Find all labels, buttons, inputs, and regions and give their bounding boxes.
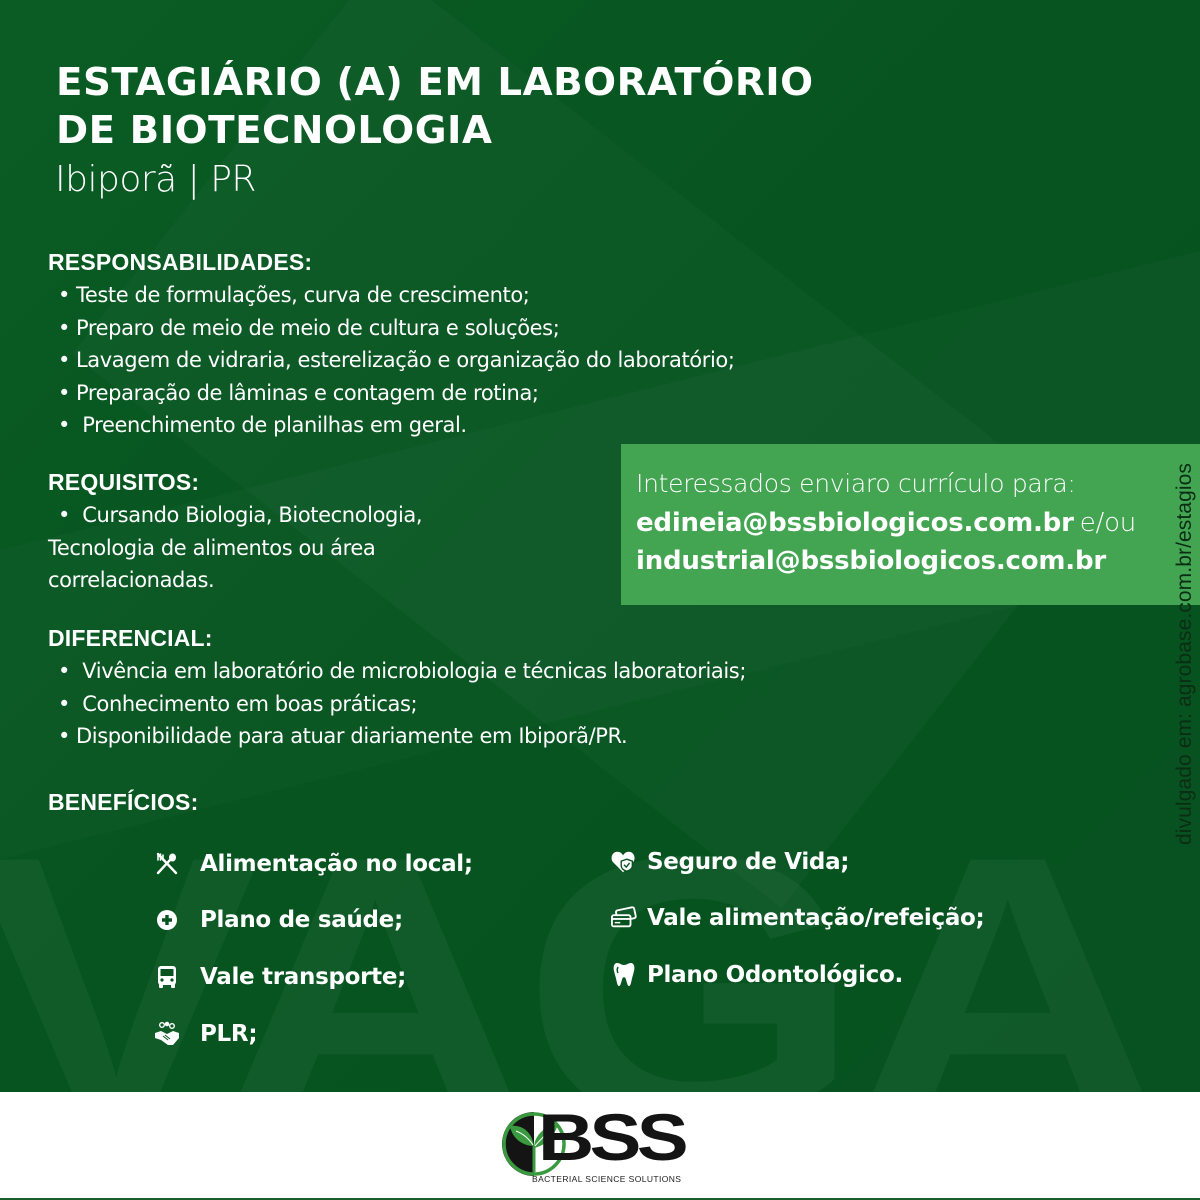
email-link-edineia[interactable]: edineia@bssbiologicos.com.br	[636, 508, 1074, 538]
job-title-line-1: ESTAGIÁRIO (A) EM LABORATÓRIO	[56, 60, 814, 104]
benefit-item: PLR;	[154, 1017, 257, 1051]
list-item: • Preparo de meio de meio de cultura e soluções;	[48, 312, 735, 345]
bullet-icon: •	[58, 659, 70, 683]
list-item: • Lavagem de vidraria, esterelização e organização do laboratório;	[48, 344, 735, 377]
responsibilities-heading: RESPONSABILIDADES:	[48, 249, 313, 275]
bss-logo	[502, 1100, 694, 1188]
benefit-item: Plano Odontológico.	[611, 958, 903, 992]
job-location: Ibiporã | PR	[55, 159, 256, 200]
logo-wordmark: BSS	[538, 1100, 684, 1174]
requirements-heading: REQUISITOS:	[48, 469, 200, 495]
bullet-icon: •	[58, 503, 70, 527]
bullet-icon: •	[58, 348, 70, 372]
requirements-section	[48, 468, 508, 597]
list-item: • Disponibilidade para atuar diariamente em Ibiporã/PR.	[48, 720, 746, 753]
contact-separator: e/ou	[1079, 508, 1137, 538]
benefits-heading: BENEFÍCIOS:	[48, 789, 199, 815]
job-title	[56, 58, 814, 154]
list-item: • Preparação de lâminas e contagem de rotina;	[48, 377, 735, 410]
handshake-coins-icon	[154, 1021, 180, 1047]
bullet-icon: •	[58, 283, 70, 307]
contact-line-1	[636, 505, 1136, 541]
contact-line-2	[636, 543, 1106, 579]
contact-intro: Interessados enviaro currículo para:	[636, 469, 1076, 498]
differentials-heading: DIFERENCIAL:	[48, 625, 213, 651]
list-item: • Teste de formulações, curva de crescimento;	[48, 279, 735, 312]
contact-box	[621, 444, 1200, 605]
bullet-icon: •	[58, 413, 70, 437]
bullet-icon: •	[58, 315, 70, 340]
list-item: • Cursando Biologia, Biotecnologia, Tecnologia de alimentos ou área correlacionadas.	[48, 499, 508, 597]
logo-tagline: BACTERIAL SCIENCE SOLUTIONS	[532, 1174, 682, 1184]
list-item: • Preenchimento de planilhas em geral.	[48, 409, 735, 442]
responsibilities-section	[48, 248, 735, 442]
benefit-item: Seguro de Vida;	[611, 845, 849, 879]
list-item: • Conhecimento em boas práticas;	[48, 688, 746, 721]
job-title-line-2: DE BIOTECNOLOGIA	[56, 108, 493, 152]
health-plus-icon	[154, 907, 180, 933]
list-item: • Vivência em laboratório de microbiologia e técnicas laboratoriais;	[48, 655, 746, 688]
bullet-icon: •	[58, 691, 70, 716]
tooth-icon	[611, 962, 637, 988]
cards-icon	[611, 905, 637, 931]
heart-shield-icon	[611, 849, 637, 875]
bullet-icon: •	[58, 724, 70, 748]
bus-icon	[154, 964, 180, 990]
benefit-item: Vale transporte;	[154, 960, 406, 994]
fork-spoon-icon	[154, 851, 180, 877]
benefits-section	[48, 788, 198, 819]
email-link-industrial[interactable]: industrial@bssbiologicos.com.br	[636, 546, 1106, 576]
benefit-item: Vale alimentação/refeição;	[611, 901, 984, 935]
bullet-icon: •	[58, 380, 70, 405]
differentials-section	[48, 624, 746, 753]
benefit-item: Plano de saúde;	[154, 903, 403, 937]
source-note: divulgado em: agrobase.com.br/estagios	[1173, 462, 1196, 845]
benefit-item: Alimentação no local;	[154, 847, 473, 881]
